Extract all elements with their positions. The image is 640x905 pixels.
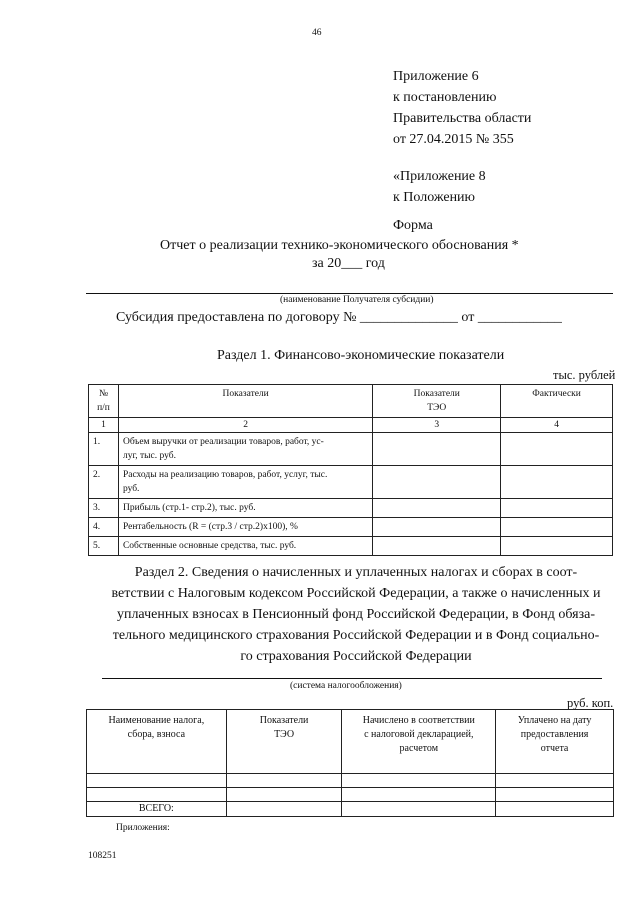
- header-num: № п/п: [89, 385, 119, 418]
- header-tax-accrued: Начислено в соответствии с налоговой декларацией, расчетом: [342, 710, 496, 774]
- row-num: 1.: [89, 433, 119, 466]
- report-year: за 20___ год: [312, 256, 385, 271]
- appendix-header-2-line: к Положению: [393, 190, 476, 205]
- actual-cell[interactable]: [501, 499, 613, 518]
- header-actual: Фактически: [501, 385, 613, 418]
- appendix-header-2: [393, 166, 486, 208]
- row-label: Расходы на реализацию товаров, работ, услуг, тыс. руб.: [118, 466, 372, 499]
- footer-code: 108251: [88, 851, 117, 861]
- report-title: Отчет о реализации технико-экономического обоснования *: [160, 238, 519, 253]
- section2-title-line: Раздел 2. Сведения о начисленных и уплаченных налогах и сборах в соот-: [134, 565, 578, 580]
- appendix-header: [393, 66, 531, 150]
- appendix-header-2-line: «Приложение 8: [393, 169, 486, 184]
- actual-cell[interactable]: [501, 518, 613, 537]
- page-number: 46: [312, 28, 322, 38]
- header-tax-name: Наименование налога, сбора, взноса: [87, 710, 227, 774]
- actual-cell[interactable]: [501, 537, 613, 556]
- teo-cell[interactable]: [373, 499, 501, 518]
- row-num: 4.: [89, 518, 119, 537]
- col-number: 3: [373, 418, 501, 433]
- tax-cell[interactable]: [226, 802, 342, 817]
- row-num: 2.: [89, 466, 119, 499]
- row-num: 5.: [89, 537, 119, 556]
- tax-cell[interactable]: [87, 774, 227, 788]
- appendix-header-line: Приложение 6: [393, 69, 479, 84]
- row-label: Рентабельность (R = (стр.3 / стр.2)х100), %: [118, 518, 372, 537]
- section1-title: Раздел 1. Финансово-экономические показатели: [217, 348, 505, 363]
- section2-title-line: го страхования Российской Федерации: [240, 649, 472, 664]
- section2-title-line: уплаченных взносах в Пенсионный фонд Российской Федерации, в Фонд обяза-: [116, 607, 596, 622]
- actual-cell[interactable]: [501, 433, 613, 466]
- tax-cell[interactable]: [496, 788, 614, 802]
- taxes-table: [86, 709, 614, 817]
- appendix-header-line: к постановлению: [393, 90, 497, 105]
- total-label: ВСЕГО:: [87, 802, 227, 817]
- col-number: 2: [118, 418, 372, 433]
- section2-units: руб. коп.: [567, 696, 614, 710]
- section2-title-line: ветствии с Налоговым кодексом Российской Федерации, а также о начисленных и: [111, 586, 601, 601]
- recipient-caption: (наименование Получателя субсидии): [280, 295, 434, 305]
- tax-cell[interactable]: [342, 788, 496, 802]
- tax-system-line: [102, 678, 602, 679]
- header-tax-teo: Показатели ТЭО: [226, 710, 342, 774]
- teo-cell[interactable]: [373, 466, 501, 499]
- actual-cell[interactable]: [501, 466, 613, 499]
- attachments-label: Приложения:: [116, 823, 170, 833]
- section2-title: [96, 562, 616, 667]
- col-number: 4: [501, 418, 613, 433]
- tax-system-caption: (система налогообложения): [290, 681, 402, 691]
- tax-cell[interactable]: [226, 788, 342, 802]
- header-indicator: Показатели: [118, 385, 372, 418]
- section2-title-line: тельного медицинского страхования Российской Федерации и в Фонд социально-: [112, 628, 600, 643]
- tax-cell[interactable]: [496, 774, 614, 788]
- recipient-line: [86, 293, 613, 294]
- teo-cell[interactable]: [373, 518, 501, 537]
- tax-cell[interactable]: [342, 774, 496, 788]
- section1-units: тыс. рублей: [553, 368, 616, 382]
- row-label: Прибыль (стр.1- стр.2), тыс. руб.: [118, 499, 372, 518]
- row-label: Собственные основные средства, тыс. руб.: [118, 537, 372, 556]
- header-teo: Показатели ТЭО: [373, 385, 501, 418]
- tax-cell[interactable]: [496, 802, 614, 817]
- teo-cell[interactable]: [373, 433, 501, 466]
- row-label: Объем выручки от реализации товаров, работ, ус- луг, тыс. руб.: [118, 433, 372, 466]
- col-number: 1: [89, 418, 119, 433]
- form-label: Форма: [393, 218, 433, 233]
- teo-cell[interactable]: [373, 537, 501, 556]
- tax-cell[interactable]: [342, 802, 496, 817]
- financial-indicators-table: [88, 384, 613, 556]
- appendix-header-line: от 27.04.2015 № 355: [393, 132, 514, 147]
- row-num: 3.: [89, 499, 119, 518]
- tax-cell[interactable]: [87, 788, 227, 802]
- subsidy-line: Субсидия предоставлена по договору № ______________ от ____________: [116, 310, 562, 325]
- tax-cell[interactable]: [226, 774, 342, 788]
- header-tax-paid: Уплачено на дату предоставления отчета: [496, 710, 614, 774]
- appendix-header-line: Правительства области: [393, 111, 532, 126]
